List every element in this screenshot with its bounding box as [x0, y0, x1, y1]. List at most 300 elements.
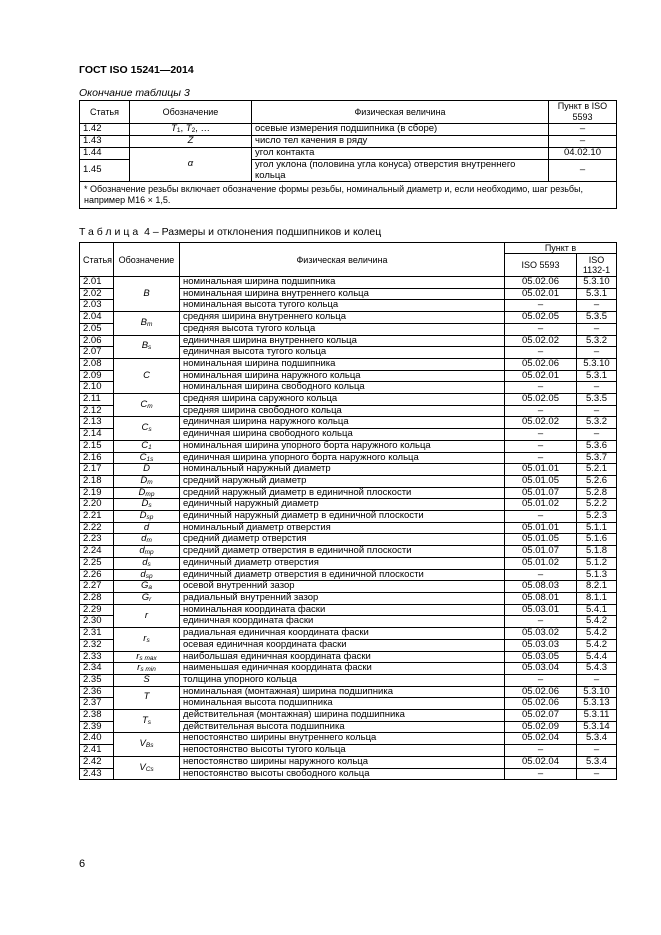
- symbol-base: r: [144, 609, 149, 621]
- iso5593-cell: 05.01.07: [505, 546, 577, 558]
- symbol-cell: [114, 312, 180, 335]
- article-cell: 2.22: [80, 522, 114, 534]
- quantity-cell: номинальный наружный диаметр: [180, 464, 505, 476]
- iso1132-cell: –: [577, 429, 617, 441]
- iso5593-cell: 05.02.02: [505, 417, 577, 429]
- table4-header-article: Статья: [80, 243, 114, 277]
- article-cell: 2.42: [80, 756, 114, 768]
- symbol-cell: [114, 475, 180, 487]
- article-cell: 2.23: [80, 534, 114, 546]
- quantity-cell: единичная координата фаски: [180, 616, 505, 628]
- article-cell: 1.45: [80, 160, 130, 182]
- table-row: [80, 277, 617, 289]
- symbol-cell: [114, 663, 180, 675]
- symbol-cell: [114, 335, 180, 358]
- symbol-cell: [114, 686, 180, 709]
- table-row: [80, 733, 617, 745]
- symbol-cell: [114, 499, 180, 511]
- article-cell: 2.04: [80, 312, 114, 324]
- iso5593-cell: –: [505, 405, 577, 417]
- article-cell: 2.18: [80, 475, 114, 487]
- table3-header-row: [80, 101, 617, 124]
- symbol-subscript: Bs: [145, 742, 154, 750]
- quantity-cell: единичный наружный диаметр: [180, 499, 505, 511]
- symbol-cell: $T_1$, $T_2$, …: [130, 124, 252, 136]
- quantity-cell: средняя высота тугого кольца: [180, 323, 505, 335]
- article-cell: 2.39: [80, 721, 114, 733]
- symbol-subscript: s: [148, 502, 152, 510]
- iso1132-cell: 5.4.4: [577, 651, 617, 663]
- quantity-cell: номинальная ширина подшипника: [180, 358, 505, 370]
- quantity-cell: радиальная единичная координата фаски: [180, 628, 505, 640]
- article-cell: 2.07: [80, 347, 114, 359]
- article-cell: 2.10: [80, 382, 114, 394]
- quantity-cell: номинальная ширина внутреннего кольца: [180, 288, 505, 300]
- symbol-cell: [114, 358, 180, 393]
- table3-footnote-row: [80, 182, 617, 209]
- iso5593-cell: 05.03.03: [505, 639, 577, 651]
- iso5593-cell: 05.02.06: [505, 358, 577, 370]
- symbol-base: D: [139, 510, 147, 522]
- symbol-base: r: [137, 662, 141, 674]
- article-cell: 2.11: [80, 394, 114, 406]
- table-row: [80, 628, 617, 640]
- article-cell: 2.09: [80, 370, 114, 382]
- symbol-subscript: m: [147, 402, 153, 410]
- quantity-cell: единичная ширина наружного кольца: [180, 417, 505, 429]
- article-cell: 2.24: [80, 546, 114, 558]
- iso5593-cell: 05.02.04: [505, 733, 577, 745]
- iso1132-cell: 5.3.7: [577, 452, 617, 464]
- iso1132-cell: 5.3.1: [577, 288, 617, 300]
- clause-cell: 04.02.10: [549, 148, 617, 160]
- table3-continuation-label: Окончание таблицы 3: [79, 87, 190, 99]
- symbol-subscript: r: [149, 595, 152, 603]
- table-row: [80, 756, 617, 768]
- iso5593-cell: 05.02.09: [505, 721, 577, 733]
- symbol-base: D: [143, 463, 150, 475]
- iso5593-cell: –: [505, 347, 577, 359]
- symbol-cell: [114, 674, 180, 686]
- symbol-cell: [114, 651, 180, 663]
- symbol-cell: [114, 581, 180, 593]
- iso1132-cell: 5.1.8: [577, 546, 617, 558]
- symbol-subscript: s: [148, 426, 152, 434]
- symbol-cell: [114, 710, 180, 733]
- table-row: [80, 581, 617, 593]
- iso1132-cell: –: [577, 674, 617, 686]
- iso1132-cell: 5.4.3: [577, 663, 617, 675]
- table3-header-article: Статья: [80, 101, 130, 124]
- article-cell: 2.30: [80, 616, 114, 628]
- quantity-cell: единичный диаметр отверстия: [180, 557, 505, 569]
- quantity-cell: номинальная высота подшипника: [180, 698, 505, 710]
- symbol-cell: [114, 628, 180, 651]
- iso1132-cell: –: [577, 300, 617, 312]
- iso1132-cell: 5.3.5: [577, 312, 617, 324]
- symbol-base: r: [136, 651, 140, 662]
- iso1132-cell: 5.3.4: [577, 756, 617, 768]
- symbol-cell: [114, 452, 180, 464]
- symbol-base: r: [143, 632, 147, 644]
- iso5593-cell: 05.03.05: [505, 651, 577, 663]
- table-row: [80, 136, 617, 148]
- iso1132-cell: –: [577, 768, 617, 780]
- iso5593-cell: 05.01.01: [505, 464, 577, 476]
- article-cell: 2.12: [80, 405, 114, 417]
- symbol-cell: [114, 733, 180, 756]
- symbol-base: D: [141, 498, 149, 510]
- symbol-cell: Z: [130, 136, 252, 148]
- iso1132-cell: 5.1.1: [577, 522, 617, 534]
- table-row: [80, 663, 617, 675]
- iso1132-cell: 5.1.2: [577, 557, 617, 569]
- iso1132-cell: –: [577, 405, 617, 417]
- clause-cell: –: [549, 136, 617, 148]
- table-row: [80, 394, 617, 406]
- symbol-subscript: s min: [140, 666, 156, 674]
- quantity-cell: угол контакта: [252, 148, 549, 160]
- iso5593-cell: 05.01.05: [505, 534, 577, 546]
- article-cell: 2.35: [80, 674, 114, 686]
- symbol-cell: [114, 756, 180, 779]
- article-cell: 2.40: [80, 733, 114, 745]
- symbol-subscript: sp: [145, 572, 153, 580]
- table-row: [80, 475, 617, 487]
- iso1132-cell: 5.3.11: [577, 710, 617, 722]
- symbol-base: S: [143, 674, 150, 685]
- table4-header-quantity: Физическая величина: [180, 243, 505, 277]
- iso1132-cell: 5.2.2: [577, 499, 617, 511]
- article-cell: 2.36: [80, 686, 114, 698]
- symbol-subscript: m: [146, 537, 152, 545]
- table-row: [80, 148, 617, 160]
- iso5593-cell: 05.03.01: [505, 604, 577, 616]
- table-row: [80, 124, 617, 136]
- quantity-cell: средний диаметр отверстия в единичной плоскости: [180, 546, 505, 558]
- quantity-cell: средний наружный диаметр в единичной плоскости: [180, 487, 505, 499]
- table-row: [80, 417, 617, 429]
- symbol-base: G: [140, 580, 149, 592]
- symbol-cell: [114, 440, 180, 452]
- iso1132-cell: 8.2.1: [577, 581, 617, 593]
- article-cell: 2.03: [80, 300, 114, 312]
- symbol-subscript: 1: [148, 443, 152, 451]
- symbol-subscript: 1s: [146, 455, 154, 463]
- iso5593-cell: –: [505, 569, 577, 581]
- symbol-subscript: s: [146, 636, 150, 644]
- article-cell: 2.16: [80, 452, 114, 464]
- iso5593-cell: 05.01.02: [505, 557, 577, 569]
- iso1132-cell: 5.3.13: [577, 698, 617, 710]
- quantity-cell: номинальная (монтажная) ширина подшипника: [180, 686, 505, 698]
- article-cell: 2.14: [80, 429, 114, 441]
- symbol-cell: [114, 546, 180, 558]
- symbol-base: d: [140, 569, 146, 580]
- symbol-base: C: [141, 422, 149, 434]
- symbol-base: D: [140, 475, 148, 486]
- symbol-base: V: [139, 761, 146, 773]
- quantity-cell: непостоянство ширины наружного кольца: [180, 756, 505, 768]
- symbol-base: B: [141, 340, 149, 352]
- article-cell: 2.38: [80, 710, 114, 722]
- symbol-base: V: [139, 738, 146, 750]
- symbol-subscript: m: [147, 478, 153, 486]
- quantity-cell: номинальная ширина упорного борта наружного кольца: [180, 440, 505, 452]
- article-cell: 2.13: [80, 417, 114, 429]
- iso1132-cell: –: [577, 745, 617, 757]
- iso1132-cell: 5.3.10: [577, 686, 617, 698]
- iso5593-cell: –: [505, 745, 577, 757]
- symbol-subscript: s: [147, 718, 152, 726]
- article-cell: 2.32: [80, 639, 114, 651]
- article-cell: 1.44: [80, 148, 130, 160]
- iso1132-cell: 5.1.3: [577, 569, 617, 581]
- iso1132-cell: –: [577, 347, 617, 359]
- iso1132-cell: 5.3.4: [577, 733, 617, 745]
- article-cell: 2.31: [80, 628, 114, 640]
- article-cell: 1.42: [80, 124, 130, 136]
- quantity-cell: единичная ширина внутреннего кольца: [180, 335, 505, 347]
- iso5593-cell: 05.02.06: [505, 277, 577, 289]
- quantity-cell: радиальный внутренний зазор: [180, 592, 505, 604]
- iso1132-cell: 8.1.1: [577, 592, 617, 604]
- symbol-cell: [114, 464, 180, 476]
- table3: [79, 100, 617, 209]
- symbol-base: B: [140, 316, 147, 328]
- symbol-cell: [114, 604, 180, 627]
- iso1132-cell: 5.3.2: [577, 335, 617, 347]
- quantity-cell: номинальный диаметр отверстия: [180, 522, 505, 534]
- table4-caption-word: Таблица: [79, 226, 142, 238]
- table4-caption-title: 4 – Размеры и отклонения подшипников и колец: [144, 226, 382, 238]
- article-cell: 2.01: [80, 277, 114, 289]
- article-cell: 2.41: [80, 745, 114, 757]
- symbol-base: d: [143, 522, 150, 533]
- quantity-cell: число тел качения в ряду: [252, 136, 549, 148]
- quantity-cell: непостоянство высоты тугого кольца: [180, 745, 505, 757]
- iso5593-cell: –: [505, 323, 577, 335]
- article-cell: 2.37: [80, 698, 114, 710]
- symbol-cell: [114, 592, 180, 604]
- symbol-base: C: [140, 398, 148, 410]
- symbol-subscript: m: [146, 320, 153, 328]
- table3-header-clause: Пункт в ISO 5593: [549, 101, 617, 124]
- quantity-cell: наименьшая единичная координата фаски: [180, 663, 505, 675]
- symbol-cell: [114, 534, 180, 546]
- quantity-cell: непостоянство ширины внутреннего кольца: [180, 733, 505, 745]
- iso5593-cell: 05.03.04: [505, 663, 577, 675]
- table4-header-clause-group: Пункт в: [505, 243, 617, 254]
- quantity-cell: единичная ширина упорного борта наружного кольца: [180, 452, 505, 464]
- article-cell: 2.06: [80, 335, 114, 347]
- quantity-cell: номинальная ширина подшипника: [180, 277, 505, 289]
- symbol-cell: [114, 557, 180, 569]
- article-cell: 2.08: [80, 358, 114, 370]
- quantity-cell: единичный диаметр отверстия в единичной плоскости: [180, 569, 505, 581]
- article-cell: 2.20: [80, 499, 114, 511]
- iso5593-cell: 05.02.05: [505, 312, 577, 324]
- table4: [79, 242, 617, 780]
- page-number: 6: [79, 858, 86, 870]
- iso1132-cell: –: [577, 323, 617, 335]
- quantity-cell: средняя ширина саружного кольца: [180, 394, 505, 406]
- iso1132-cell: 5.3.2: [577, 417, 617, 429]
- iso5593-cell: 05.02.04: [505, 756, 577, 768]
- iso5593-cell: –: [505, 674, 577, 686]
- article-cell: 2.15: [80, 440, 114, 452]
- symbol-subscript: s: [147, 560, 151, 568]
- iso1132-cell: 5.4.1: [577, 604, 617, 616]
- quantity-cell: осевые измерения подшипника (в сборе): [252, 124, 549, 136]
- iso5593-cell: 05.03.02: [505, 628, 577, 640]
- article-cell: 2.19: [80, 487, 114, 499]
- table-row: [80, 312, 617, 324]
- iso1132-cell: 5.3.6: [577, 440, 617, 452]
- quantity-cell: непостоянство высоты свободного кольца: [180, 768, 505, 780]
- iso5593-cell: –: [505, 382, 577, 394]
- article-cell: 2.17: [80, 464, 114, 476]
- table-row: [80, 522, 617, 534]
- symbol-cell: α: [130, 148, 252, 182]
- table-row: [80, 604, 617, 616]
- table4-header-iso5593: ISO 5593: [505, 254, 577, 277]
- iso5593-cell: 05.08.01: [505, 592, 577, 604]
- iso1132-cell: 5.3.10: [577, 358, 617, 370]
- symbol-subscript: a: [148, 584, 152, 592]
- iso5593-cell: –: [505, 616, 577, 628]
- iso5593-cell: 05.01.05: [505, 475, 577, 487]
- document-header: ГОСТ ISO 15241—2014: [79, 64, 194, 76]
- iso5593-cell: –: [505, 452, 577, 464]
- symbol-subscript: sp: [146, 514, 154, 522]
- symbol-cell: [114, 511, 180, 523]
- table4-header-symbol: Обозначение: [114, 243, 180, 277]
- table-row: [80, 534, 617, 546]
- table4-caption: [79, 226, 381, 238]
- table-row: [80, 592, 617, 604]
- iso5593-cell: 05.02.05: [505, 394, 577, 406]
- symbol-base: D: [138, 487, 146, 498]
- symbol-cell: [114, 522, 180, 534]
- quantity-cell: номинальная ширина свободного кольца: [180, 382, 505, 394]
- quantity-cell: номинальная ширина наружного кольца: [180, 370, 505, 382]
- quantity-cell: наибольшая единичная координата фаски: [180, 651, 505, 663]
- table-row: [80, 686, 617, 698]
- article-cell: 2.05: [80, 323, 114, 335]
- symbol-base: d: [142, 557, 148, 568]
- quantity-cell: единичный наружный диаметр в единичной плоскости: [180, 511, 505, 523]
- article-cell: 2.43: [80, 768, 114, 780]
- table-row: [80, 464, 617, 476]
- symbol-cell: [114, 569, 180, 581]
- table-row: [80, 452, 617, 464]
- quantity-cell: средний диаметр отверстия: [180, 534, 505, 546]
- symbol-subscript: s max: [139, 654, 157, 662]
- clause-cell: –: [549, 124, 617, 136]
- table4-body: [80, 277, 617, 780]
- iso5593-cell: 05.02.02: [505, 335, 577, 347]
- quantity-cell: средняя ширина свободного кольца: [180, 405, 505, 417]
- article-cell: 2.33: [80, 651, 114, 663]
- symbol-base: C: [143, 369, 150, 381]
- clause-cell: –: [549, 160, 617, 182]
- iso1132-cell: 5.4.2: [577, 628, 617, 640]
- article-cell: 1.43: [80, 136, 130, 148]
- iso1132-cell: 5.3.1: [577, 370, 617, 382]
- table-row: [80, 335, 617, 347]
- symbol-subscript: s: [148, 344, 152, 352]
- table4-header-row: [80, 243, 617, 254]
- quantity-cell: средний наружный диаметр: [180, 475, 505, 487]
- iso1132-cell: 5.2.3: [577, 511, 617, 523]
- quantity-cell: толщина упорного кольца: [180, 674, 505, 686]
- iso1132-cell: 5.4.2: [577, 616, 617, 628]
- quantity-cell: угол уклона (половина угла конуса) отверстия внутреннего кольца: [252, 160, 549, 182]
- table-row: [80, 674, 617, 686]
- symbol-base: C: [141, 440, 149, 451]
- iso5593-cell: –: [505, 511, 577, 523]
- iso5593-cell: –: [505, 300, 577, 312]
- quantity-cell: средняя ширина внутреннего кольца: [180, 312, 505, 324]
- symbol-base: T: [143, 691, 150, 703]
- iso1132-cell: 5.4.2: [577, 639, 617, 651]
- iso5593-cell: –: [505, 429, 577, 441]
- table4-header-iso1132: ISO 1132-1: [577, 254, 617, 277]
- iso1132-cell: 5.2.1: [577, 464, 617, 476]
- quantity-cell: единичная ширина свободного кольца: [180, 429, 505, 441]
- iso5593-cell: 05.02.06: [505, 686, 577, 698]
- iso1132-cell: –: [577, 382, 617, 394]
- iso5593-cell: 05.02.01: [505, 370, 577, 382]
- symbol-subscript: mp: [145, 490, 155, 498]
- table-row: [80, 546, 617, 558]
- table-row: [80, 651, 617, 663]
- symbol-subscript: mp: [144, 549, 154, 557]
- quantity-cell: осевая единичная координата фаски: [180, 639, 505, 651]
- table3-header-symbol: Обозначение: [130, 101, 252, 124]
- symbol-cell: [114, 394, 180, 417]
- table-row: [80, 511, 617, 523]
- article-cell: 2.21: [80, 511, 114, 523]
- iso5593-cell: –: [505, 768, 577, 780]
- table-row: [80, 710, 617, 722]
- quantity-cell: номинальная высота тугого кольца: [180, 300, 505, 312]
- iso5593-cell: 05.08.03: [505, 581, 577, 593]
- iso1132-cell: 5.2.8: [577, 487, 617, 499]
- table-row: [80, 358, 617, 370]
- iso5593-cell: 05.01.02: [505, 499, 577, 511]
- quantity-cell: номинальная координата фаски: [180, 604, 505, 616]
- symbol-base: d: [139, 545, 145, 557]
- symbol-subscript: Cs: [145, 765, 154, 773]
- iso5593-cell: 05.01.07: [505, 487, 577, 499]
- article-cell: 2.02: [80, 288, 114, 300]
- iso1132-cell: 5.3.5: [577, 394, 617, 406]
- table-row: [80, 499, 617, 511]
- symbol-cell: [114, 277, 180, 312]
- table-row: [80, 440, 617, 452]
- article-cell: 2.27: [80, 581, 114, 593]
- symbol-base: G: [141, 592, 150, 603]
- table-row: [80, 487, 617, 499]
- iso1132-cell: 5.2.6: [577, 475, 617, 487]
- iso1132-cell: 5.3.10: [577, 277, 617, 289]
- symbol-base: B: [143, 287, 150, 299]
- article-cell: 2.34: [80, 663, 114, 675]
- symbol-cell: [114, 417, 180, 440]
- iso5593-cell: 05.01.01: [505, 522, 577, 534]
